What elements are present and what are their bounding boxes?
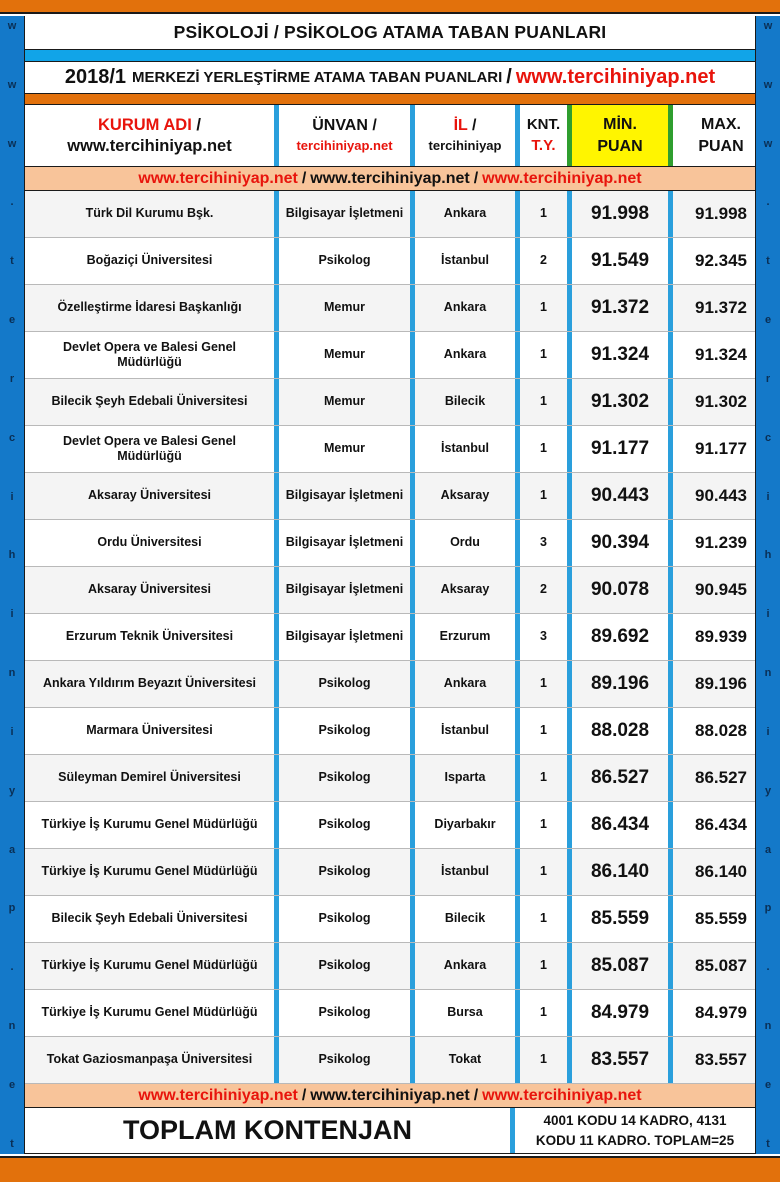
page-title: PSİKOLOJİ / PSİKOLOG ATAMA TABAN PUANLARI	[173, 22, 607, 43]
left-watermark-char: t	[10, 1137, 14, 1150]
cell-min-puan: 91.998	[590, 203, 650, 225]
left-watermark-char: c	[8, 431, 16, 444]
header-il-slash: /	[471, 117, 477, 135]
cell-unvan: Memur	[324, 441, 365, 456]
cell-knt: 3	[540, 535, 547, 550]
cell-il: Ordu	[450, 535, 480, 550]
cell-max-puan: 91.302	[695, 391, 747, 411]
left-watermark-char: w	[7, 78, 17, 91]
left-watermark-rail	[0, 16, 24, 1154]
promo-site-1[interactable]: www.tercihiniyap.net	[138, 1086, 298, 1104]
cell-il: Aksaray	[440, 582, 490, 597]
right-watermark-char: .	[766, 196, 770, 209]
cell-max-puan: 86.434	[695, 814, 747, 834]
cell-unvan: Bilgisayar İşletmeni	[285, 629, 404, 644]
right-watermark-char: c	[764, 431, 772, 444]
cell-il: Bilecik	[444, 911, 486, 926]
promo-bar-top	[25, 167, 755, 191]
cell-knt: 1	[540, 206, 547, 221]
cell-min-puan: 90.443	[590, 485, 650, 507]
cell-min-puan: 86.140	[590, 861, 650, 883]
cell-max-puan: 85.087	[695, 955, 747, 975]
table-row[interactable]	[25, 990, 755, 1037]
cell-min-puan: 88.028	[590, 720, 650, 742]
promo-sep-1: /	[301, 1086, 307, 1104]
header-kurum-site: www.tercihiniyap.net	[67, 137, 232, 155]
header-max-line1: MAX.	[701, 115, 741, 133]
cell-unvan: Psikolog	[318, 958, 371, 973]
right-watermark-char: t	[766, 255, 770, 268]
right-watermark-char: w	[763, 20, 773, 32]
right-watermark-char: i	[766, 490, 770, 503]
cell-max-puan: 91.998	[695, 203, 747, 223]
cell-kurum: Aksaray Üniversitesi	[88, 488, 211, 503]
cell-kurum: Türk Dil Kurumu Bşk.	[85, 206, 214, 221]
table-row[interactable]	[25, 567, 755, 614]
cell-min-puan: 84.979	[590, 1002, 650, 1024]
promo-sep-2: /	[473, 169, 479, 187]
header-min-puan	[572, 105, 668, 166]
cell-unvan: Psikolog	[318, 723, 371, 738]
left-watermark-char: r	[9, 372, 15, 385]
cell-unvan: Psikolog	[318, 911, 371, 926]
cell-max-puan: 90.945	[695, 579, 747, 599]
cell-unvan: Psikolog	[318, 817, 371, 832]
cell-max-puan: 91.372	[695, 297, 747, 317]
table-row[interactable]	[25, 379, 755, 426]
total-quota-note-line1: 4001 KODU 14 KADRO, 4131	[543, 1112, 727, 1128]
header-min-line2: PUAN	[597, 137, 643, 155]
cell-unvan: Psikolog	[318, 253, 371, 268]
cell-kurum: Marmara Üniversitesi	[86, 723, 213, 738]
total-quota-label: TOPLAM KONTENJAN	[122, 1115, 412, 1145]
cell-max-puan: 92.345	[695, 250, 747, 270]
cell-kurum: Özelleştirme İdaresi Başkanlığı	[57, 300, 242, 315]
left-watermark-char: e	[8, 314, 16, 327]
table-row[interactable]	[25, 473, 755, 520]
cell-il: Diyarbakır	[434, 817, 496, 832]
left-watermark-char: e	[8, 1078, 16, 1091]
subtitle-bar	[24, 62, 756, 94]
cell-unvan: Psikolog	[318, 1005, 371, 1020]
left-watermark-char: h	[8, 549, 16, 562]
cell-min-puan: 86.434	[590, 814, 650, 836]
subtitle-middle: MERKEZİ YERLEŞTİRME ATAMA TABAN PUANLARI	[132, 69, 503, 86]
table-row[interactable]	[25, 614, 755, 661]
cell-il: Ankara	[443, 300, 487, 315]
cell-knt: 3	[540, 629, 547, 644]
cell-knt: 1	[540, 723, 547, 738]
table-row[interactable]	[25, 943, 755, 990]
cell-knt: 1	[540, 1005, 547, 1020]
cell-kurum: Bilecik Şeyh Edebali Üniversitesi	[51, 911, 248, 926]
cell-knt: 1	[540, 441, 547, 456]
footer-row	[25, 1108, 755, 1154]
cell-max-puan: 86.527	[695, 767, 747, 787]
cell-max-puan: 91.324	[695, 344, 747, 364]
right-watermark-char: n	[764, 1020, 772, 1033]
cell-il: Ankara	[443, 958, 487, 973]
left-watermark-char: n	[8, 667, 16, 680]
cell-min-puan: 86.527	[590, 767, 650, 789]
cell-kurum: Türkiye İş Kurumu Genel Müdürlüğü	[41, 1005, 258, 1020]
cell-il: Ankara	[443, 676, 487, 691]
table-row[interactable]	[25, 755, 755, 802]
left-watermark-char: n	[8, 1020, 16, 1033]
subtitle-year: 2018/1	[64, 66, 127, 88]
cell-min-puan: 85.087	[590, 955, 650, 977]
left-watermark-char: .	[10, 196, 14, 209]
left-watermark-char: i	[10, 490, 14, 503]
cell-il: İstanbul	[441, 864, 489, 879]
table-row[interactable]	[25, 520, 755, 567]
cell-unvan: Memur	[324, 300, 365, 315]
cell-unvan: Psikolog	[318, 864, 371, 879]
orange-divider-top	[24, 94, 756, 105]
top-orange-band	[0, 0, 780, 14]
left-watermark-char: w	[7, 20, 17, 32]
cell-min-puan: 89.196	[590, 673, 650, 695]
header-min-line1: MİN.	[603, 115, 637, 133]
cell-knt: 2	[540, 253, 547, 268]
cell-kurum: Aksaray Üniversitesi	[88, 582, 211, 597]
table-header-row	[25, 105, 755, 167]
header-kurum-label: KURUM ADI	[98, 115, 192, 134]
cell-il: Ankara	[443, 347, 487, 362]
promo-site-2[interactable]: www.tercihiniyap.net	[310, 169, 470, 187]
cell-unvan: Psikolog	[318, 676, 371, 691]
header-kurum-slash: /	[196, 115, 201, 134]
table-row[interactable]	[25, 1037, 755, 1084]
cell-unvan: Memur	[324, 394, 365, 409]
table-row[interactable]	[25, 896, 755, 943]
cell-il: Bursa	[447, 1005, 483, 1020]
cell-unvan: Bilgisayar İşletmeni	[285, 488, 404, 503]
left-watermark-char: y	[8, 784, 16, 797]
header-unvan	[279, 105, 410, 166]
header-knt-line2: T.Y.	[531, 136, 556, 154]
cell-knt: 1	[540, 958, 547, 973]
promo-site-3[interactable]: www.tercihiniyap.net	[482, 1086, 642, 1104]
cell-knt: 1	[540, 676, 547, 691]
left-watermark-char: t	[10, 255, 14, 268]
right-watermark-char: w	[763, 78, 773, 91]
table-row[interactable]	[25, 238, 755, 285]
cell-il: Tokat	[448, 1052, 482, 1067]
promo-sep-1: /	[301, 169, 307, 187]
cell-il: İstanbul	[441, 441, 489, 456]
promo-site-3[interactable]: www.tercihiniyap.net	[482, 169, 642, 187]
cell-max-puan: 91.239	[695, 532, 747, 552]
cell-max-puan: 89.196	[695, 673, 747, 693]
content-column	[24, 16, 756, 1154]
table-row[interactable]	[25, 661, 755, 708]
promo-site-2[interactable]: www.tercihiniyap.net	[310, 1086, 470, 1104]
subtitle-site[interactable]: www.tercihiniyap.net	[515, 66, 716, 88]
left-watermark-char: .	[10, 961, 14, 974]
cell-il: Isparta	[444, 770, 486, 785]
left-watermark-char: i	[10, 725, 14, 738]
cell-max-puan: 91.177	[695, 438, 747, 458]
right-watermark-char: w	[763, 137, 773, 150]
cell-unvan: Psikolog	[318, 770, 371, 785]
scores-table	[24, 105, 756, 1154]
right-watermark-char: i	[766, 725, 770, 738]
promo-site-1[interactable]: www.tercihiniyap.net	[138, 169, 298, 187]
total-quota-note-line2: KODU 11 KADRO. TOPLAM=25	[535, 1132, 735, 1148]
table-row[interactable]	[25, 708, 755, 755]
header-unvan-site: tercihiniyap.net	[296, 138, 393, 154]
cell-il: Ankara	[443, 206, 487, 221]
cell-kurum: Devlet Opera ve Balesi Genel Müdürlüğü	[62, 433, 236, 463]
cell-knt: 1	[540, 911, 547, 926]
right-watermark-char: h	[764, 549, 772, 562]
cell-kurum: Türkiye İş Kurumu Genel Müdürlüğü	[41, 864, 258, 879]
header-unvan-label: ÜNVAN /	[312, 117, 377, 135]
right-watermark-char: e	[764, 1078, 772, 1091]
right-watermark-char: p	[764, 902, 772, 915]
subtitle-slash: /	[506, 66, 512, 88]
left-watermark-char: i	[10, 608, 14, 621]
cell-knt: 1	[540, 770, 547, 785]
cell-min-puan: 90.394	[590, 532, 650, 554]
cell-max-puan: 85.559	[695, 908, 747, 928]
header-il-site: tercihiniyap	[428, 138, 502, 154]
table-row[interactable]	[25, 285, 755, 332]
cell-kurum: Süleyman Demirel Üniversitesi	[58, 770, 241, 785]
cell-max-puan: 84.979	[695, 1002, 747, 1022]
right-watermark-char: r	[765, 372, 771, 385]
table-row[interactable]	[25, 849, 755, 896]
right-watermark-char: n	[764, 667, 772, 680]
cell-unvan: Bilgisayar İşletmeni	[285, 206, 404, 221]
cell-kurum: Boğaziçi Üniversitesi	[86, 253, 213, 268]
cell-unvan: Bilgisayar İşletmeni	[285, 582, 404, 597]
cell-knt: 2	[540, 582, 547, 597]
right-watermark-char: y	[764, 784, 772, 797]
cell-knt: 1	[540, 1052, 547, 1067]
cell-max-puan: 88.028	[695, 720, 747, 740]
right-watermark-char: i	[766, 608, 770, 621]
cell-knt: 1	[540, 864, 547, 879]
cell-max-puan: 86.140	[695, 861, 747, 881]
cell-kurum: Tokat Gaziosmanpaşa Üniversitesi	[46, 1052, 253, 1067]
table-row[interactable]	[25, 191, 755, 238]
cell-knt: 1	[540, 300, 547, 315]
cell-kurum: Türkiye İş Kurumu Genel Müdürlüğü	[41, 958, 258, 973]
table-row[interactable]	[25, 332, 755, 379]
cell-kurum: Devlet Opera ve Balesi Genel Müdürlüğü	[62, 339, 236, 369]
cell-min-puan: 91.324	[590, 344, 650, 366]
right-watermark-char: e	[764, 314, 772, 327]
cell-min-puan: 89.692	[590, 626, 650, 648]
table-row[interactable]	[25, 426, 755, 473]
cell-min-puan: 91.177	[590, 438, 650, 460]
cell-min-puan: 83.557	[590, 1049, 650, 1071]
cell-il: Aksaray	[440, 488, 490, 503]
left-watermark-char: w	[7, 137, 17, 150]
bottom-orange-band	[0, 1156, 780, 1182]
header-il	[415, 105, 515, 166]
cell-il: Bilecik	[444, 394, 486, 409]
cyan-divider	[24, 50, 756, 62]
cell-min-puan: 91.372	[590, 297, 650, 319]
cell-min-puan: 91.302	[590, 391, 650, 413]
cell-il: Erzurum	[439, 629, 491, 644]
cell-knt: 1	[540, 347, 547, 362]
header-knt-line1: KNT.	[526, 115, 561, 133]
right-watermark-char: a	[764, 843, 772, 856]
right-watermark-char: t	[766, 1137, 770, 1150]
header-max-line2: PUAN	[698, 137, 744, 155]
table-row[interactable]	[25, 802, 755, 849]
promo-sep-2: /	[473, 1086, 479, 1104]
cell-unvan: Bilgisayar İşletmeni	[285, 535, 404, 550]
cell-il: İstanbul	[441, 723, 489, 738]
cell-max-puan: 83.557	[695, 1049, 747, 1069]
cell-unvan: Memur	[324, 347, 365, 362]
cell-kurum: Türkiye İş Kurumu Genel Müdürlüğü	[41, 817, 258, 832]
right-watermark-char: .	[766, 961, 770, 974]
cell-min-puan: 90.078	[590, 579, 650, 601]
cell-max-puan: 89.939	[695, 626, 747, 646]
cell-max-puan: 90.443	[695, 485, 747, 505]
left-watermark-char: a	[8, 843, 16, 856]
cell-kurum: Ankara Yıldırım Beyazıt Üniversitesi	[42, 676, 257, 691]
cell-kurum: Ordu Üniversitesi	[97, 535, 202, 550]
cell-min-puan: 91.549	[590, 250, 650, 272]
cell-knt: 1	[540, 394, 547, 409]
page-title-bar	[24, 16, 756, 50]
cell-min-puan: 85.559	[590, 908, 650, 930]
cell-knt: 1	[540, 488, 547, 503]
cell-il: İstanbul	[441, 253, 489, 268]
cell-kurum: Bilecik Şeyh Edebali Üniversitesi	[51, 394, 248, 409]
header-max-puan	[673, 105, 769, 166]
header-knt	[520, 105, 567, 166]
cell-unvan: Psikolog	[318, 1052, 371, 1067]
cell-knt: 1	[540, 817, 547, 832]
total-quota-note	[515, 1108, 755, 1153]
table-body	[25, 191, 755, 1084]
cell-kurum: Erzurum Teknik Üniversitesi	[65, 629, 234, 644]
left-watermark-char: p	[8, 902, 16, 915]
header-il-label: İL	[453, 117, 468, 135]
promo-bar-bottom	[25, 1084, 755, 1108]
header-kurum	[25, 105, 274, 166]
